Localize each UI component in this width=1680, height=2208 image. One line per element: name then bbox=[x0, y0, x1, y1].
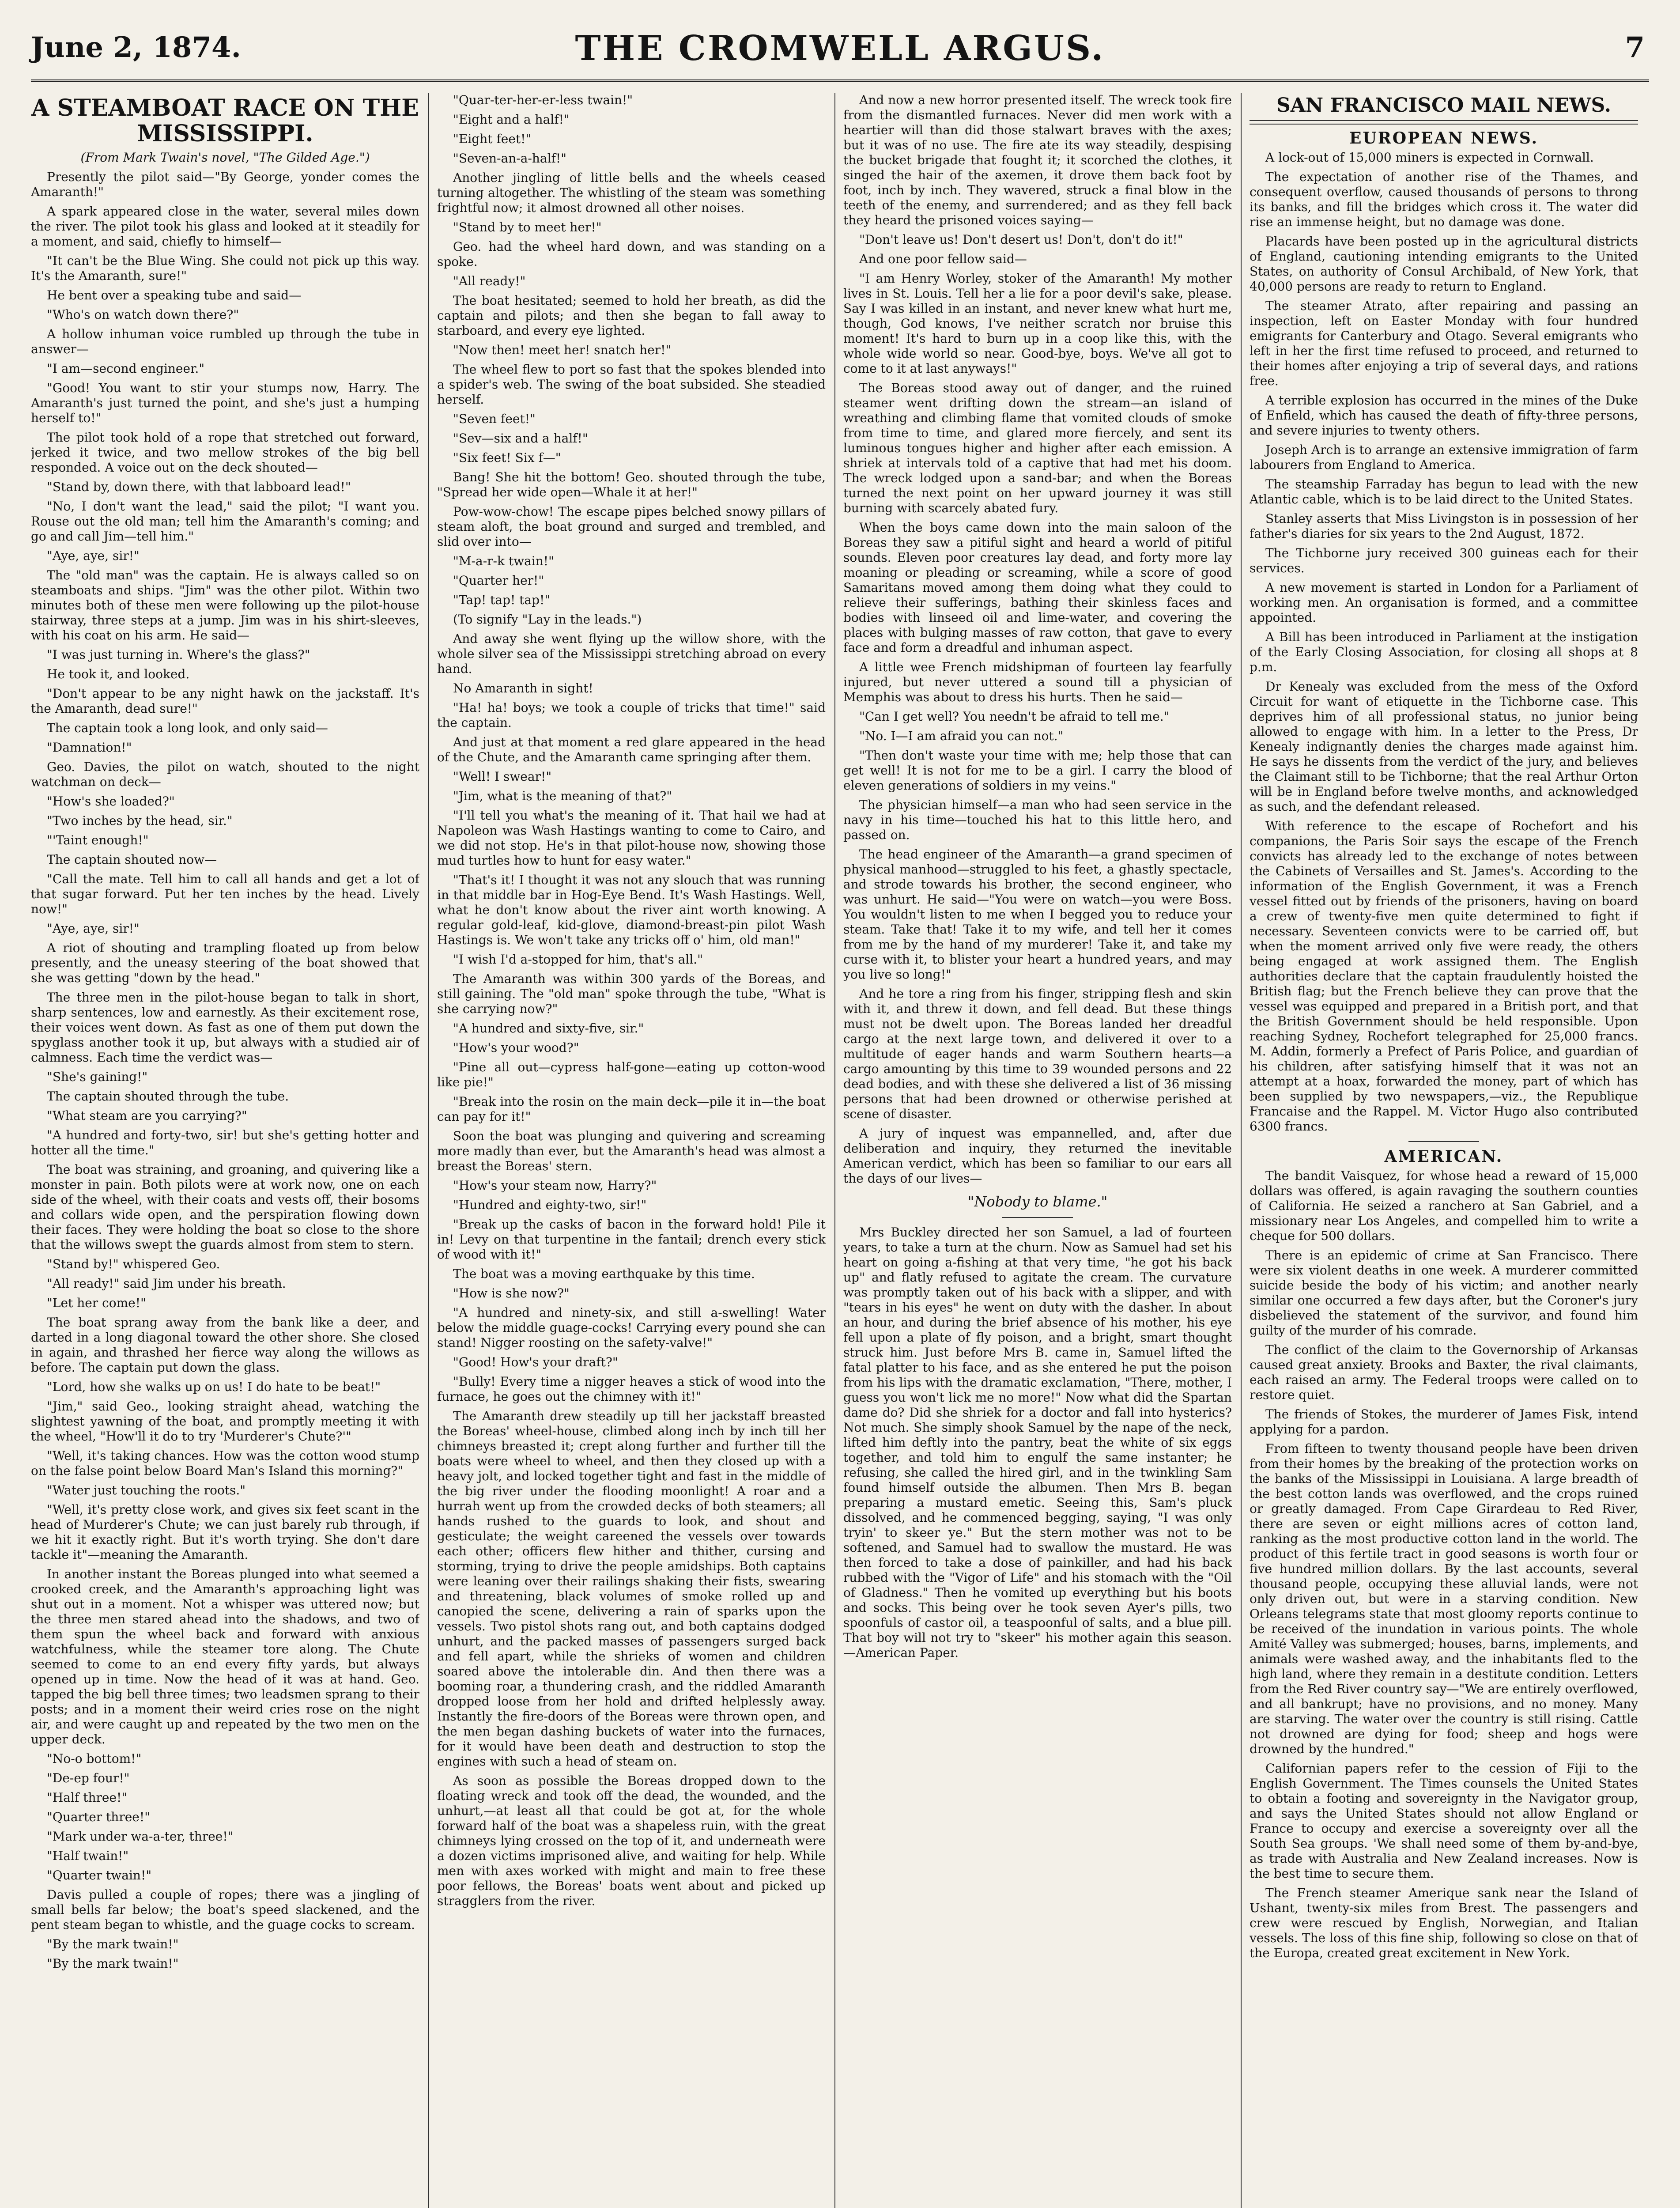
paragraph: The three men in the pilot-house began to talk in short, sharp sentences, low and earnestly. As their excitement rose, their voices went down. As fast as one of them put down the spyglass another took it up, but always with a studied air of calmness. Each time the verdict was— bbox=[31, 990, 419, 1065]
paragraph: "Quarter her!" bbox=[453, 573, 544, 588]
paragraph: And one poor fellow said— bbox=[859, 252, 1027, 266]
paragraph: "Eight feet!" bbox=[453, 132, 532, 146]
paragraph: A jury of inquest was empannelled, and, after due deliberation and inquiry, they returned the inevitable American verdict, which has been so familiar to our ears all the days of our lives— bbox=[843, 1126, 1232, 1186]
paragraph: "Quar-ter-her-er-less twain!" bbox=[453, 93, 633, 107]
paragraph: "Half twain!" bbox=[47, 1849, 129, 1863]
paragraph: Stanley asserts that Miss Livingston is in possession of her father's diaries for six years to the 2nd August, 1872. bbox=[1250, 511, 1638, 541]
paragraph: The French steamer Amerique sank near the Island of Ushant, twenty-six miles from Brest. The passengers and crew were rescued by English, Norwegian, and Italian vessels. The loss of this fine ship, following so close on that of the Europa, created great excitement in New York. bbox=[1250, 1886, 1638, 1960]
paragraph: "A hundred and ninety-six, and still a-swelling! Water below the middle guage-cocks! Carrying every pound she can stand! Nigger roosting on the safety-valve!" bbox=[437, 1305, 826, 1350]
column-3 bbox=[843, 93, 1232, 2208]
paragraph: "I was just turning in. Where's the glass?" bbox=[47, 647, 310, 662]
paragraph: The boat hesitated; seemed to hold her breath, as did the captain and pilots; and then she began to fall away to starboard, and every eye lighted. bbox=[437, 293, 826, 338]
paragraph: "Don't leave us! Don't desert us! Don't, don't do it!" bbox=[859, 232, 1183, 247]
paragraph: "Good! You want to stir your stumps now, Harry. The Amaranth's just turned the point, and she's just a humping herself to!" bbox=[31, 381, 419, 425]
paragraph: "Pine all out—cypress half-gone—eating up cotton-wood like pie!" bbox=[437, 1060, 826, 1089]
paragraph: "Stand by!" whispered Geo. bbox=[47, 1257, 220, 1271]
paragraph: "Half three!" bbox=[47, 1790, 128, 1805]
column-rule bbox=[1241, 93, 1242, 2208]
paragraph: "I am—second engineer." bbox=[47, 361, 205, 376]
paragraph: The bandit Vaisquez, for whose head a reward of 15,000 dollars was offered, is again ravaging the southern counties of California. He seized a ranchero at San Gabriel, and a missionary near Los Angeles, and compelled him to write a cheque for 500 dollars. bbox=[1250, 1168, 1638, 1243]
paragraph: The Tichborne jury received 300 guineas each for their services. bbox=[1250, 546, 1638, 575]
paragraph: A lock-out of 15,000 miners is expected in Cornwall. bbox=[1265, 150, 1594, 165]
paragraph: "A hundred and forty-two, sir! but she's getting hotter and hotter all the time." bbox=[31, 1128, 419, 1157]
paragraph: "'Taint enough!" bbox=[47, 833, 149, 847]
column-2 bbox=[437, 93, 826, 2208]
paragraph: "Damnation!" bbox=[47, 740, 132, 755]
steamboat-headline-line1: A STEAMBOAT RACE ON THE bbox=[31, 95, 419, 121]
paragraph: The pilot took hold of a rope that stretched out forward, jerked it twice, and two mellow strokes of the big bell responded. A voice out on the deck shouted— bbox=[31, 430, 419, 475]
paragraph: "How's your wood?" bbox=[453, 1040, 579, 1055]
steamboat-article-body bbox=[31, 170, 419, 1971]
paragraph: "Seven feet!" bbox=[453, 412, 536, 426]
paragraph: "Aye, aye, sir!" bbox=[47, 548, 140, 563]
paragraph: And just at that moment a red glare appeared in the head of the Chute, and the Amaranth came springing after them. bbox=[437, 735, 826, 764]
section-divider bbox=[1408, 1141, 1479, 1142]
paragraph: Dr Kenealy was excluded from the mess of the Oxford Circuit for want of etiquette in the Tichborne case. This deprives him of all professional status, no junior being allowed to engage with him. In a letter to the Press, Dr Kenealy indignantly denies the charges made against him. He says he dissents from the verdict of the jury, and believes the Claimant still to be Tichborne; that the real Arthur Orton will be in England before twelve months, and acknowledged as such, and the defendant released. bbox=[1250, 679, 1638, 814]
paragraph: Mrs Buckley directed her son Samuel, a lad of fourteen years, to take a turn at the churn. Now as Samuel had set his heart on going a-fishing at that very time, "he got his back up" and flatly refused to agitate the cream. The curvature was promptly taken out of his back with a slipper, and with "tears in his eyes" he went on duty with the dasher. In about an hour, and during the brief absence of his mother, his eye fell upon a plate of fly poison, and a bright, smart thought struck him. Just before Mrs B. came in, Samuel lifted the fatal platter to his face, and as she entered he put the poison from his lips with the dramatic exclamation, "There, mother, I guess you won't lick me no more!" Now what did the Spartan dame do? Did she shriek for a doctor and fall into hysterics? Not much. She simply shook Samuel by the nape of the neck, lifted him deftly into the pantry, beat the white of six eggs together, and told him to engulf the same instanter; he refusing, she called the hired girl, and in the twinkling Sam found himself outside the albumen. Then Mrs B. began preparing a mustard emetic. Seeing this, Sam's pluck dissolved, and he commenced begging, saying, "I was only tryin' to skeer ye." But the stern mother was not to be softened, and Samuel had to swallow the mustard. He was then forced to take a dose of painkiller, and had his back rubbed with the "Vigor of Life" and his stomach with the "Oil of Gladness." Then he vomited up everything but his boots and socks. This being over he took seven Ayer's pills, two spoonfuls of castor oil, a teaspoonful of salts, and a blue pill. That boy will not try to "skeer" his mother again this season.—American Paper. bbox=[843, 1225, 1232, 1660]
paragraph: When the boys came down into the main saloon of the Boreas they saw a pitiful sight and heard a world of pitiful sounds. Eleven poor creatures lay dead, and forty more lay moaning or pleading or screaming, while a score of good Samaritans moved among them doing what they could to relieve their sufferings, bathing their skinless faces and bodies with linseed oil and lime-water, and covering the places with bulging masses of raw cotton, that gave to every face and form a dreadful and inhuman aspect. bbox=[843, 520, 1232, 655]
paragraph: "Stand by, down there, with that labboard lead!" bbox=[47, 480, 351, 494]
paragraph: Presently the pilot said—"By George, yonder comes the Amaranth!" bbox=[31, 170, 419, 199]
paragraph: "Quarter three!" bbox=[47, 1810, 150, 1824]
paragraph: The captain shouted now— bbox=[47, 852, 217, 867]
paragraph: "Call the mate. Tell him to call all hands and get a lot of that sugar forward. Put her ten inches by the head. Lively now!" bbox=[31, 872, 419, 916]
issue-date: June 2, 1874. bbox=[31, 31, 241, 64]
paragraph: Geo. had the wheel hard down, and was standing on a spoke. bbox=[437, 239, 826, 269]
paragraph: Bang! She hit the bottom! Geo. shouted through the tube, "Spread her wide open—Whale it at her!" bbox=[437, 470, 826, 499]
paragraph: "No, I don't want the lead," said the pilot; "I want you. Rouse out the old man; tell him the Amaranth's coming; and go and call Jim—tell him." bbox=[31, 499, 419, 544]
paragraph: "Bully! Every time a nigger heaves a stick of wood into the furnace, he goes out the chimney with it!" bbox=[437, 1374, 826, 1404]
paragraph: With reference to the escape of Rochefort and his companions, the Paris Soir says the escape of the French convicts has already led to the exchange of notes between the Cabinets of Versailles and St. James's. According to the information of the English Government, it was a French vessel fitted out by friends of the prisoners, having on board a crew of twenty-five men quite determined to fight if necessary. Seventeen convicts were to be carried off, but when the moment arrived only five were ready, the others being engaged at work assigned them. The English authorities declare that the captain fraudulently hoisted the British flag; but the French believe they can prove that the vessel was equipped and prepared in a British port, and that the British Government should be held responsible. Upon reaching Sydney, Rochefort telegraphed for 25,000 francs. M. Addin, formerly a Prefect of Paris Police, and guardian of his children, after satisfying himself that it was not an attempt at a hoax, forwarded the money, part of which has been supplied by two newspapers,—viz., the Republique Francaise and the Rappel. M. Victor Hugo also contributed 6300 francs. bbox=[1250, 819, 1638, 1134]
paragraph: "Who's on watch down there?" bbox=[47, 307, 239, 322]
paragraph: "How is she now?" bbox=[453, 1286, 570, 1301]
paragraph: "Ha! ha! boys; we took a couple of tricks that time!" said the captain. bbox=[437, 700, 826, 730]
paragraph: "That's it! I thought it was not any slouch that was running in that middle bar in Hog-Eye Bend. It's Wash Hastings. Well, what he don't know about the river aint worth knowing. A regular gold-leaf, kid-glove, diamond-breast-pin pilot Wash Hastings is. We won't take any tricks off o' him, old man!" bbox=[437, 873, 826, 947]
paragraph: "All ready!" bbox=[453, 274, 526, 288]
paragraph: "Good! How's your draft?" bbox=[453, 1355, 618, 1369]
paragraph: "What steam are you carrying?" bbox=[47, 1108, 247, 1123]
american-news-heading: AMERICAN. bbox=[1384, 1147, 1503, 1166]
paragraph: "Don't appear to be any night hawk on the jackstaff. It's the Amaranth, dead sure!" bbox=[31, 686, 419, 716]
paragraph: "It can't be the Blue Wing. She could not pick up this way. It's the Amaranth, sure!" bbox=[31, 253, 419, 283]
paragraph: "Two inches by the head, sir." bbox=[47, 813, 233, 828]
paragraph: "I wish I'd a-stopped for him, that's all." bbox=[453, 952, 703, 967]
column-1 bbox=[31, 93, 419, 2208]
paragraph: "I am Henry Worley, stoker of the Amaranth! My mother lives in St. Louis. Tell her a lie for a poor devil's sake, please. Say I was killed in an instant, and never knew what hurt me, though, God knows, I've neither scratch nor bruise this moment! It's hard to burn up in a coop like this, with the whole wide world so near. Good-bye, boys. We've all got to come to it at last anyways!" bbox=[843, 271, 1232, 376]
paragraph: A Bill has been introduced in Parliament at the instigation of the Early Closing Association, for closing all shops at 8 p.m. bbox=[1250, 630, 1638, 674]
paragraph: "Quarter twain!" bbox=[47, 1868, 152, 1883]
paragraph: Davis pulled a couple of ropes; there was a jingling of small bells far below; the boat's speed slackened, and the pent steam began to whistle, and the guage cocks to scream. bbox=[31, 1887, 419, 1932]
paragraph: "Let her come!" bbox=[47, 1296, 146, 1310]
paragraph: "Well, it's taking chances. How was the cotton wood stump on the false point below Board Man's Island this morning?" bbox=[31, 1448, 419, 1478]
paragraph: "I'll tell you what's the meaning of it. That hail we had at Napoleon was Wash Hastings wanting to come to Cairo, and we did not stop. He's in that pilot-house now, showing those mud turtles how to hunt for easy water." bbox=[437, 808, 826, 868]
paragraph: A little wee French midshipman of fourteen lay fearfully injured, but never uttered a sound till a physician of Memphis was about to dress his hurts. Then he said— bbox=[843, 660, 1232, 704]
paragraph: The steamship Farraday has begun to lead with the new Atlantic cable, which is to be laid direct to the United States. bbox=[1250, 477, 1638, 507]
steamboat-headline-line2: MISSISSIPPI. bbox=[137, 120, 313, 147]
paragraph: The wheel flew to port so fast that the spokes blended into a spider's web. The swing of the boat subsided. She steadied herself. bbox=[437, 362, 826, 407]
paragraph: "By the mark twain!" bbox=[47, 1956, 179, 1971]
paragraph: As soon as possible the Boreas dropped down to the floating wreck and took off the dead, the wounded, and the unhurt,—at least all that could be got at, for the whole forward half of the boat was a shapeless ruin, with the great chimneys lying crossed on the top of it, and underneath were a dozen victims imprisoned alive, and waiting for help. While men with axes worked with might and main to free these poor fellows, the Boreas' boats went about and picked up stragglers from the river. bbox=[437, 1773, 826, 1908]
paragraph: "Stand by to meet her!" bbox=[453, 220, 602, 234]
paragraph: "Tap! tap! tap!" bbox=[453, 593, 551, 607]
paragraph: The captain shouted through the tube. bbox=[47, 1089, 289, 1104]
paragraph: The boat was straining, and groaning, and quivering like a monster in pain. Both pilots were at work now, one on each side of the wheel, with their coats and vests off, their bosoms and collars wide open, and the perspiration flowing down their faces. They were holding the boat so close to the shore that the willows swept the guards almost from stem to stern. bbox=[31, 1162, 419, 1252]
paragraph: "Break into the rosin on the main deck—pile it in—the boat can pay for it!" bbox=[437, 1094, 826, 1124]
paragraph: "Lord, how she walks up on us! I do hate to be beat!" bbox=[47, 1380, 381, 1394]
paragraph: He bent over a speaking tube and said— bbox=[47, 288, 302, 302]
paragraph: And away she went flying up the willow shore, with the whole silver sea of the Mississippi stretching abroad on every hand. bbox=[437, 631, 826, 676]
paragraph: "By the mark twain!" bbox=[47, 1937, 179, 1951]
european-news-body bbox=[1250, 150, 1638, 1134]
paragraph: The Boreas stood away out of danger, and the ruined steamer went drifting down the stream—an island of wreathing and climbing flame that vomited clouds of smoke from time to time, and glared more fiercely, and sent its luminous tongues higher and higher after each emission. A shriek at intervals told of a captive that had met his doom. The wreck lodged upon a sand-bar; and when the Boreas turned the next point on her upward journey it was still burning with scarcely abated fury. bbox=[843, 381, 1232, 515]
paragraph: "Can I get well? You needn't be afraid to tell me." bbox=[859, 709, 1170, 724]
paragraph: "Hundred and eighty-two, sir!" bbox=[453, 1198, 647, 1212]
paragraph: "A hundred and sixty-five, sir." bbox=[453, 1021, 644, 1036]
paragraph: The boat was a moving earthquake by this time. bbox=[453, 1267, 755, 1281]
paragraph: From fifteen to twenty thousand people have been driven from their homes by the breaking of the protection works on the banks of the Mississippi in Louisiana. A large breadth of the best cotton lands was overflowed, and the crops ruined or greatly damaged. From Cape Girardeau to Red River, there are seven or eight millions acres of cotton land, ranking as the most productive cotton land in the world. The product of this fertile tract in good seasons is worth four or five hundred million dollars. By the last accounts, several thousand people, occupying these alluvial lands, were not only driven out, but were in a starving condition. New Orleans telegrams state that most gloomy reports continue to be received of the inundation in various points. The whole Amité Valley was submerged; houses, barns, implements, and animals were washed away, and the inhabitants fled to the high land, where they remain in a destitute condition. Letters from the Red River country say—"We are entirely overflowed, and all bankrupt; have no provisions, and no money. Many are starving. The water over the country is still rising. Cattle not drowned are dying for food; sheep and hogs were drowned by the hundred." bbox=[1250, 1441, 1638, 1756]
paragraph: In another instant the Boreas plunged into what seemed a crooked creek, and the Amaranth's approaching light was shut out in a moment. Not a whisper was uttered now; but the three men stared ahead into the shadows, and two of them spun the wheel back and forward with anxious watchfulness, while the steamer tore along. The Chute seemed to come to an end every fifty yards, but always opened up in time. Now the head of it was at hand. Geo. tapped the big bell three times; two leadsmen sprang to their posts; and in a moment their weird cries rose on the night air, and were caught up and repeated by the two men on the upper deck. bbox=[31, 1567, 419, 1747]
paragraph: A riot of shouting and trampling floated up from below presently, and the uneasy steering of the boat showed that she was getting "down by the head." bbox=[31, 941, 419, 985]
column-rule bbox=[834, 93, 835, 2208]
paragraph: "Six feet! Six f—" bbox=[453, 450, 561, 465]
paragraph: "Water just touching the roots." bbox=[47, 1483, 246, 1497]
page-number: 7 bbox=[1625, 31, 1645, 64]
paragraph: "No. I—I am afraid you can not." bbox=[859, 729, 1064, 743]
article-source: (From Mark Twain's novel, "The Gilded Age.") bbox=[80, 150, 370, 165]
paragraph: "Mark under wa-a-ter, three!" bbox=[47, 1829, 234, 1844]
paragraph: The "old man" was the captain. He is always called so on steamboats and ships. "Jim" was the other pilot. Within two minutes both of these men were following up the pilot-house stairway, three steps at a jump. Jim was in his shirt-sleeves, with his coat on his arm. He said— bbox=[31, 568, 419, 643]
paragraph: The Amaranth drew steadily up till her jackstaff breasted the Boreas' wheel-house, climbed along inch by inch till her chimneys breasted it; crept along further and further till the boats were wheel to wheel, and then they closed up with a heavy jolt, and locked together tight and fast in the middle of the big river under the flooding moonlight! A roar and a hurrah went up from the crowded decks of both steamers; all hands rushed to the guards to look, and shout and gesticulate; the weight careened the vessels over towards each other; officers flew hither and thither, cursing and storming, trying to drive the people amidships. Both captains were leaning over their railings shaking their fists, swearing and threatening, black volumes of smoke rolled up and canopied the scene, delivering a rain of sparks upon the vessels. Two pistol shots rang out, and both captains dodged unhurt, and the packed masses of passengers surged back and fell apart, while the shrieks of women and children soared above the intolerable din. And then there was a booming roar, a thundering crash, and the riddled Amaranth dropped loose from her hold and drifted helplessly away. Instantly the fire-doors of the Boreas were thrown open, and the men began dashing buckets of water into the furnaces, for it would have been death and destruction to stop the engines with such a head of steam on. bbox=[437, 1409, 826, 1769]
column-rule bbox=[428, 93, 429, 2208]
paragraph: Placards have been posted up in the agricultural districts of England, cautioning intending emigrants to the United States, on authority of Consul Archibald, of New York, that 40,000 persons are ready to return to England. bbox=[1250, 234, 1638, 294]
paragraph: The steamer Atrato, after repairing and passing an inspection, left on Easter Monday with four hundred emigrants for Canterbury and Otago. Several emigrants who left in her the first time refused to proceed, and returned to their homes after enjoying a trip of several days, and rations free. bbox=[1250, 299, 1638, 388]
paragraph: "Jim, what is the meaning of that?" bbox=[453, 789, 672, 803]
paragraph: (To signify "Lay in the leads.") bbox=[453, 612, 642, 627]
paragraph: No Amaranth in sight! bbox=[453, 681, 593, 696]
american-news-body bbox=[1250, 1168, 1638, 1961]
paragraph: "Break up the casks of bacon in the forward hold! Pile it in! Levy on that turpentine in the fantail; drench every stick of wood with it!" bbox=[437, 1217, 826, 1262]
paragraph: The Amaranth was within 300 yards of the Boreas, and still gaining. The "old man" spoke through the tube, "What is she carrying now?" bbox=[437, 972, 826, 1016]
european-news-heading: EUROPEAN NEWS. bbox=[1349, 129, 1538, 147]
paragraph: "Aye, aye, sir!" bbox=[47, 921, 140, 936]
paragraph: "Eight and a half!" bbox=[453, 112, 570, 127]
paragraph: The boat sprang away from the bank like a deer, and darted in a long diagonal toward the other shore. She closed in again, and thrashed her fierce way along the willows as before. The captain put down the glass. bbox=[31, 1315, 419, 1375]
verdict-line: "Nobody to blame." bbox=[967, 1193, 1108, 1210]
paragraph: The captain took a long look, and only said— bbox=[47, 721, 328, 735]
paragraph: The expectation of another rise of the Thames, and consequent overflow, caused thousands of persons to throng its banks, and fill the bridges which cross it. The water did rise an immense height, but no damage was done. bbox=[1250, 170, 1638, 229]
paragraph: "All ready!" said Jim under his breath. bbox=[47, 1276, 286, 1291]
paragraph: "She's gaining!" bbox=[47, 1070, 148, 1084]
paragraph: "Sev—six and a half!" bbox=[453, 431, 588, 446]
buckley-anecdote bbox=[843, 1225, 1232, 1660]
paragraph: "Jim," said Geo., looking straight ahead, watching the slightest yawning of the boat, and promptly meeting it with the wheel, "How'll it do to try 'Murderer's Chute?'" bbox=[31, 1399, 419, 1444]
paragraph: "Seven-an-a-half!" bbox=[453, 151, 567, 166]
paragraph: Californian papers refer to the cession of Fiji to the English Government. The Times counsels the United States to obtain a footing and sovereignty in the Navigator group, and says the United States should not allow England or France to occupy and exercise a sovereignty over all the South Sea groups. 'We shall need some of them by-and-bye, as trade with Australia and New Zealand increases. Now is the best time to secure them. bbox=[1250, 1761, 1638, 1881]
paragraph: "How's she loaded?" bbox=[47, 794, 175, 809]
paragraph: A terrible explosion has occurred in the mines of the Duke of Enfield, which has caused the death of fifty-three persons, and severe injuries to twenty others. bbox=[1250, 393, 1638, 438]
paragraph: He took it, and looked. bbox=[47, 667, 190, 681]
section-divider bbox=[1002, 1217, 1073, 1218]
paragraph: And now a new horror presented itself. The wreck took fire from the dismantled furnaces. Never did men work with a heartier will than did those stalwart braves with the axes; but it was of no use. The fire ate its way steadily, despising the bucket brigade that fought it; it scorched the clothes, it singed the hair of the axemen, it drove them back foot by foot, inch by inch. They wavered, struck a final blow in the teeth of the enemy, and surrendered; and as they fell back they heard the prisoned voices saying— bbox=[843, 93, 1232, 227]
steamboat-article-conclusion bbox=[843, 93, 1232, 1186]
paragraph: "M-a-r-k twain!" bbox=[453, 554, 554, 568]
newspaper-title: THE CROMWELL ARGUS. bbox=[575, 28, 1105, 68]
mail-news-headline: SAN FRANCISCO MAIL NEWS. bbox=[1276, 94, 1612, 117]
steamboat-article-continued bbox=[437, 93, 826, 1909]
paragraph: Geo. Davies, the pilot on watch, shouted to the night watchman on deck— bbox=[31, 760, 419, 789]
paragraph: The conflict of the claim to the Governorship of Arkansas caused great anxiety. Brooks and Baxter, the rival claimants, each raised an army. The Federal troops were called on to restore quiet. bbox=[1250, 1342, 1638, 1402]
paragraph: Joseph Arch is to arrange an extensive immigration of farm labourers from England to America. bbox=[1250, 442, 1638, 472]
paragraph: "Then don't waste your time with me; help those that can get well! It is not for me to be a girl. I carry the blood of eleven generations of soldiers in my veins." bbox=[843, 748, 1232, 793]
steamboat-headline bbox=[31, 95, 419, 147]
paragraph: "Well, it's pretty close work, and gives six feet scant in the head of Murderer's Chute; we can just barely rub through, if we hit it exactly right. But it's worth trying. She don't dare tackle it"—meaning the Amaranth. bbox=[31, 1502, 419, 1562]
paragraph: And he tore a ring from his finger, stripping flesh and skin with it, and threw it down, and fell dead. But these things must not be dwelt upon. The Boreas landed her dreadful cargo at the next large town, and delivered it over to a multitude of eager hands and warm Southern hearts—a cargo amounting by this time to 39 wounded persons and 22 dead bodies, and with these she delivered a list of 36 missing persons that had been drowned or otherwise perished at scene of disaster. bbox=[843, 987, 1232, 1121]
paragraph: A new movement is started in London for a Parliament of working men. An organisation is formed, and a committee appointed. bbox=[1250, 580, 1638, 625]
paragraph: The head engineer of the Amaranth—a grand specimen of physical manhood—struggled to his feet, a ghastly spectacle, and strode towards his brother, the second engineer, who was unhurt. He said—"You were on watch—you were Boss. You wouldn't listen to me when I begged you to reduce your steam. Take that! Take it to my wife, and tell her it comes from me by the hand of my murderer! Take it, and take my curse with it, to blister your heart a hundred years, and may you live so long!" bbox=[843, 847, 1232, 982]
paragraph: The physician himself—a man who had seen service in the navy in his time—touched his hat to this little hero, and passed on. bbox=[843, 798, 1232, 842]
paragraph: "De-ep four!" bbox=[47, 1771, 130, 1785]
column-4 bbox=[1250, 93, 1638, 2208]
paragraph: Soon the boat was plunging and quivering and screaming more madly than ever, but the Amaranth's head was almost a breast the Boreas' stern. bbox=[437, 1129, 826, 1173]
paragraph: The friends of Stokes, the murderer of James Fisk, intend applying for a pardon. bbox=[1250, 1407, 1638, 1437]
paragraph: A hollow inhuman voice rumbled up through the tube in answer— bbox=[31, 327, 419, 356]
masthead bbox=[31, 26, 1649, 82]
paragraph: "How's your steam now, Harry?" bbox=[453, 1178, 657, 1193]
paragraph: "No-o bottom!" bbox=[47, 1751, 142, 1766]
paragraph: There is an epidemic of crime at San Francisco. There were six violent deaths in one week. A murderer committed suicide beside the body of his victim; and another nearly similar one occurred a few days after, but the Coroner's jury disbelieved the statement of the survivor, and found him guilty of the murder of his comrade. bbox=[1250, 1248, 1638, 1338]
paragraph: Pow-wow-chow! The escape pipes belched snowy pillars of steam aloft, the boat ground and surged and trembled, and slid over into— bbox=[437, 504, 826, 549]
paragraph: "Now then! meet her! snatch her!" bbox=[453, 343, 672, 357]
paragraph: "Well! I swear!" bbox=[453, 769, 552, 784]
paragraph: A spark appeared close in the water, several miles down the river. The pilot took his glass and looked at it steadily for a moment, and said, chiefly to himself— bbox=[31, 204, 419, 249]
headline-rule bbox=[1250, 120, 1638, 125]
paragraph: Another jingling of little bells and the wheels ceased turning altogether. The whistling of the steam was something frightful now; it almost drowned all other noises. bbox=[437, 170, 826, 215]
